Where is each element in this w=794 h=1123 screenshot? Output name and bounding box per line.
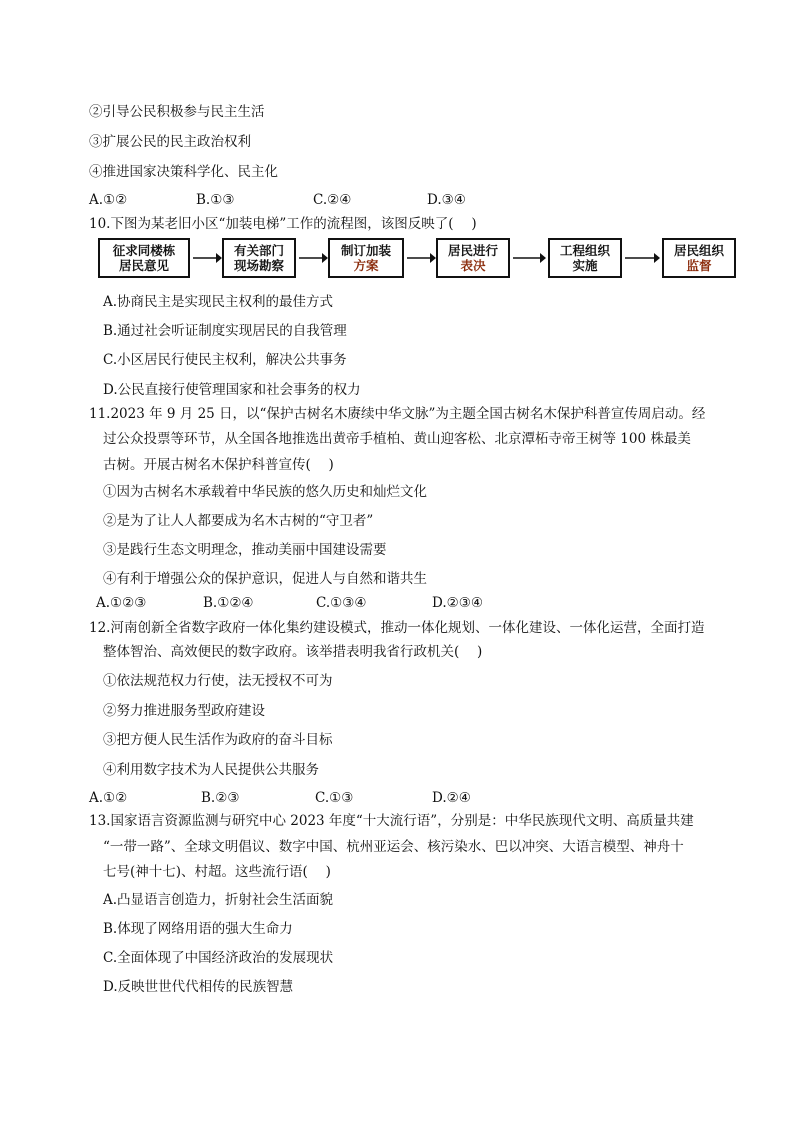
q13-option-b: B.体现了网络用语的强大生命力 [103,921,293,937]
q12-item-1: ①依法规范权力行使，法无授权不可为 [103,673,333,689]
flow-arrow-icon [406,250,436,266]
q11-answer-a: A.①②③ [96,595,147,611]
flow-step-2 [222,238,296,278]
q9-item-4: ④推进国家决策科学化、民主化 [89,164,278,180]
flow-step-1 [98,238,190,278]
q12-stem-line1: 12.河南创新全省数字政府一体化集约建设模式，推动一体化规划、一体化建设、一体化运营，全面打造 [89,620,705,636]
q10-option-c: C.小区居民行使民主权利，解决公共事务 [103,352,347,368]
q12-answer-b: B.②③ [201,790,240,806]
q13-option-c: C.全面体现了中国经济政治的发展现状 [103,950,334,966]
q9-answer-a: A.①② [89,192,128,208]
q13-option-a: A.凸显语言创造力，折射社会生活面貌 [103,892,334,908]
elevator-flowchart [98,238,738,282]
q10-stem: 10.下图为某老旧小区“加装电梯”工作的流程图，该图反映了( ) [89,216,477,232]
q12-item-2: ②努力推进服务型政府建设 [103,703,265,719]
q11-item-4: ④有利于增强公众的保护意识，促进人与自然和谐共生 [103,571,427,587]
q10-option-b: B.通过社会听证制度实现居民的自我管理 [103,323,347,339]
q12-answer-c: C.①③ [315,790,354,806]
flow-step-6-line1: 居民组织 [673,243,724,258]
q11-stem-line1: 11.2023 年 9 月 25 日，以“保护古树名木赓续中华文脉”为主题全国古树名木保护科普宣传周启动。经 [89,406,706,422]
flow-step-2-line1: 有关部门 [233,243,284,258]
q11-item-1: ①因为古树名木承载着中华民族的悠久历史和灿烂文化 [103,484,427,500]
flow-step-2-line2: 现场勘察 [233,258,284,273]
q12-answer-d: D.②④ [432,790,471,806]
flow-arrow-icon [192,250,222,266]
flow-arrow-icon [298,250,328,266]
flow-step-5-line1: 工程组织 [559,243,610,258]
q12-item-3: ③把方便人民生活作为政府的奋斗目标 [103,732,333,748]
q13-option-d: D.反映世世代代相传的民族智慧 [103,979,294,995]
flow-arrow-icon [512,250,546,266]
q11-answer-b: B.①②④ [203,595,254,611]
q10-option-a: A.协商民主是实现民主权利的最佳方式 [103,294,334,310]
q11-answer-d: D.②③④ [432,595,483,611]
flow-step-3-line2: 方案 [353,258,379,273]
flow-arrow-icon [624,250,660,266]
flow-step-1-line2: 居民意见 [118,258,169,273]
flow-step-6 [662,238,736,278]
q9-answer-c: C.②④ [313,192,352,208]
q10-option-d: D.公民直接行使管理国家和社会事务的权力 [103,382,361,398]
flow-step-4-line1: 居民进行 [447,243,498,258]
q11-answer-c: C.①③④ [316,595,367,611]
q12-item-4: ④利用数字技术为人民提供公共服务 [103,762,319,778]
q13-stem-line3: 七号(神十七)、村超。这些流行语( ) [103,864,331,880]
q12-stem-line2: 整体智治、高效便民的数字政府。该举措表明我省行政机关( ) [103,644,483,660]
flow-step-1-line1: 征求同楼栋 [112,243,176,258]
q11-stem-line2: 过公众投票等环节，从全国各地推选出黄帝手植柏、黄山迎客松、北京潭柘寺帝王树等 100 株最美 [103,431,691,447]
q9-item-3: ③扩展公民的民主政治权利 [89,134,251,150]
flow-step-4-line2: 表决 [460,258,486,273]
q11-item-3: ③是践行生态文明理念，推动美丽中国建设需要 [103,542,387,558]
q11-item-2: ②是为了让人人都要成为名木古树的“守卫者” [103,513,374,529]
q13-stem-line1: 13.国家语言资源监测与研究中心 2023 年度“十大流行语”，分别是：中华民族现代文明、高质量共建 [89,813,694,829]
flow-step-5 [548,238,622,278]
flow-step-3 [328,238,404,278]
q11-stem-line3: 古树。开展古树名木保护科普宣传( ) [103,457,334,473]
q9-answer-d: D.③④ [427,192,466,208]
flow-step-5-line2: 实施 [572,258,598,273]
q13-stem-line2: “一带一路”、全球文明倡议、数字中国、杭州亚运会、核污染水、巴以冲突、大语言模型、神舟十 [103,839,684,855]
q12-answer-a: A.①② [89,790,128,806]
q9-item-2: ②引导公民积极参与民主生活 [89,104,265,120]
flow-step-4 [436,238,510,278]
flow-step-6-line2: 监督 [686,258,712,273]
flow-step-3-line1: 制订加装 [340,243,391,258]
q9-answer-b: B.①③ [196,192,235,208]
